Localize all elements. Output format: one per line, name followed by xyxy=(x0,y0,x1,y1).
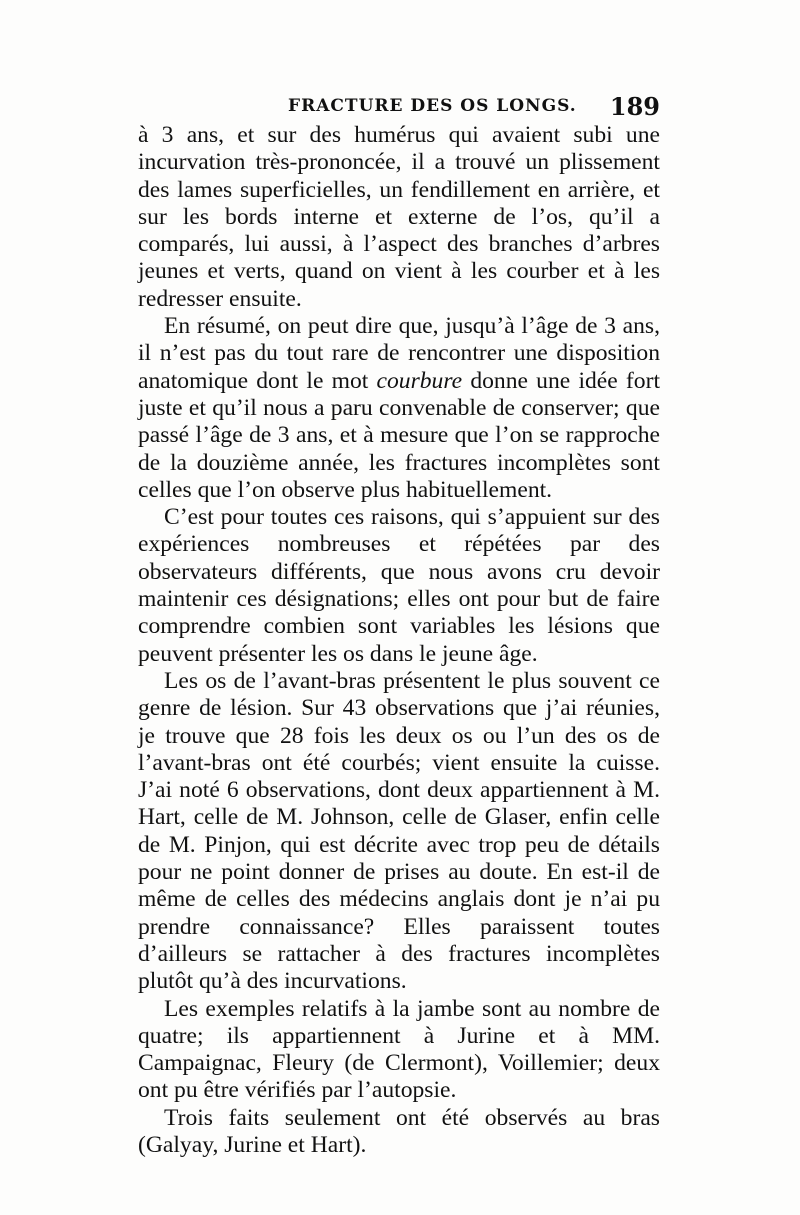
paragraph-5: Les exemples relatifs à la jambe sont au nombre de quatre; ils appartiennent à Jurine et à MM. Campaignac, Fleury (de Clermont), Voillemier; deux ont pu être vérifiés par l’autopsie. xyxy=(138,995,660,1104)
paragraph-6: Trois faits seulement ont été observés au bras (Galyay, Jurine et Hart). xyxy=(138,1104,660,1158)
emphasized-term: courbure xyxy=(376,367,463,394)
body-text xyxy=(138,122,660,1159)
paragraph-4: Les os de l’avant-bras présentent le plus souvent ce genre de lésion. Sur 43 observations que j’ai réunies, je trouve que 28 fois les deux os ou l’un des os de l’avant-bras ont été courbés; vient ensuite la cuisse. J’ai noté 6 observations, dont deux appartiennent à M. Hart, celle de M. Johnson, celle de Glaser, enfin celle de M. Pinjon, qui est décrite avec trop peu de détails pour ne point donner de prises au doute. En est-il de même de celles des médecins anglais dont je n’ai pu prendre connaissance? Elles paraissent toutes d’ailleurs se rattacher à des fractures incomplètes plutôt qu’à des incurvations. xyxy=(138,667,660,995)
running-title: FRACTURE DES OS LONGS. xyxy=(288,96,577,116)
paragraph-2-text-a: En résumé, on peut dire que, jusqu’à l’âge de 3 ans, il n’est pas du tout rare de rencontrer une disposition anatomique dont le mot xyxy=(138,313,660,394)
paragraph-3: C’est pour toutes ces raisons, qui s’appuient sur des expériences nombreuses et répétées par des observateurs différents, que nous avons cru devoir maintenir ces désignations; elles ont pour but de faire comprendre combien sont variables les lésions que peuvent présenter les os dans le jeune âge. xyxy=(138,504,660,667)
running-head xyxy=(138,92,660,124)
paragraph-1: à 3 ans, et sur des humérus qui avaient subi une incurvation très-prononcée, il a trouvé un plissement des lames superficielles, un fendillement en arrière, et sur les bords interne et externe de l’os, qu’il a comparés, lui aussi, à l’aspect des branches d’arbres jeunes et verts, quand on vient à les courber et à les redresser ensuite. xyxy=(138,122,660,312)
paragraph-2 xyxy=(138,313,660,504)
paragraph-2-text-b: donne une idée fort juste et qu’il nous a paru convenable de conserver; que passé l’âge de 3 ans, et à mesure que l’on se rapproche de la douzième année, les fractures incomplètes sont celles que l’on observe plus habituellement. xyxy=(138,367,660,503)
page-number: 189 xyxy=(609,92,660,121)
